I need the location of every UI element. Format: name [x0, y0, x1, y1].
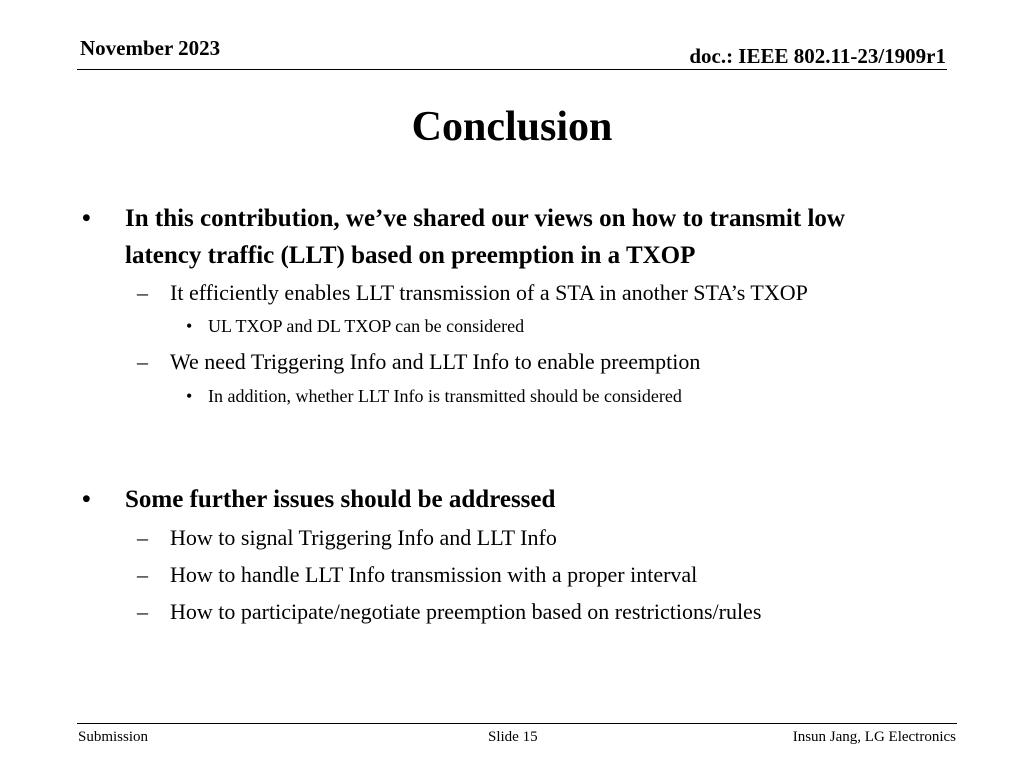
- bullet-marker: •: [186, 316, 193, 336]
- sub-bullet-item: [137, 523, 937, 553]
- sub-bullet-item: [137, 597, 937, 627]
- bullet-text: In this contribution, we’ve shared our views on how to transmit low latency traffic (LLT) based on preemption in a TXOP: [125, 205, 845, 269]
- header-doc-id: doc.: IEEE 802.11-23/1909r1: [689, 44, 946, 68]
- dash-marker: –: [137, 562, 148, 587]
- bullet-marker: •: [82, 205, 91, 232]
- bullet-text: Some further issues should be addressed: [125, 486, 556, 513]
- bullet-marker: •: [82, 486, 91, 513]
- sub-bullet-item: [137, 560, 937, 590]
- sub-sub-bullet-text: UL TXOP and DL TXOP can be considered: [208, 316, 525, 336]
- footer-submission: Submission: [78, 729, 149, 745]
- sub-bullet-text: It efficiently enables LLT transmission of a STA in another STA’s TXOP: [170, 280, 808, 305]
- dash-marker: –: [137, 280, 148, 305]
- sub-sub-bullet-item: [186, 313, 926, 339]
- footer-divider: [77, 723, 957, 724]
- footer-slide-number: Slide 15: [488, 729, 538, 745]
- sub-bullet-text: How to signal Triggering Info and LLT Info: [170, 525, 557, 550]
- sub-bullet-item: [137, 347, 937, 377]
- header-date: November 2023: [80, 36, 221, 60]
- sub-bullet-text: How to handle LLT Info transmission with a proper interval: [170, 562, 698, 587]
- sub-sub-bullet-text: In addition, whether LLT Info is transmitted should be considered: [208, 386, 682, 406]
- sub-bullet-text: How to participate/negotiate preemption based on restrictions/rules: [170, 599, 762, 624]
- sub-sub-bullet-item: [186, 383, 926, 409]
- dash-marker: –: [137, 599, 148, 624]
- slide-title: Conclusion: [411, 104, 613, 150]
- dash-marker: –: [137, 525, 148, 550]
- bullet-item: [82, 481, 912, 518]
- dash-marker: –: [137, 349, 148, 374]
- bullet-marker: •: [186, 386, 193, 406]
- bullet-item: [82, 200, 912, 274]
- footer-author: Insun Jang, LG Electronics: [792, 729, 956, 745]
- sub-bullet-item: [137, 278, 937, 308]
- sub-bullet-text: We need Triggering Info and LLT Info to enable preemption: [170, 349, 701, 374]
